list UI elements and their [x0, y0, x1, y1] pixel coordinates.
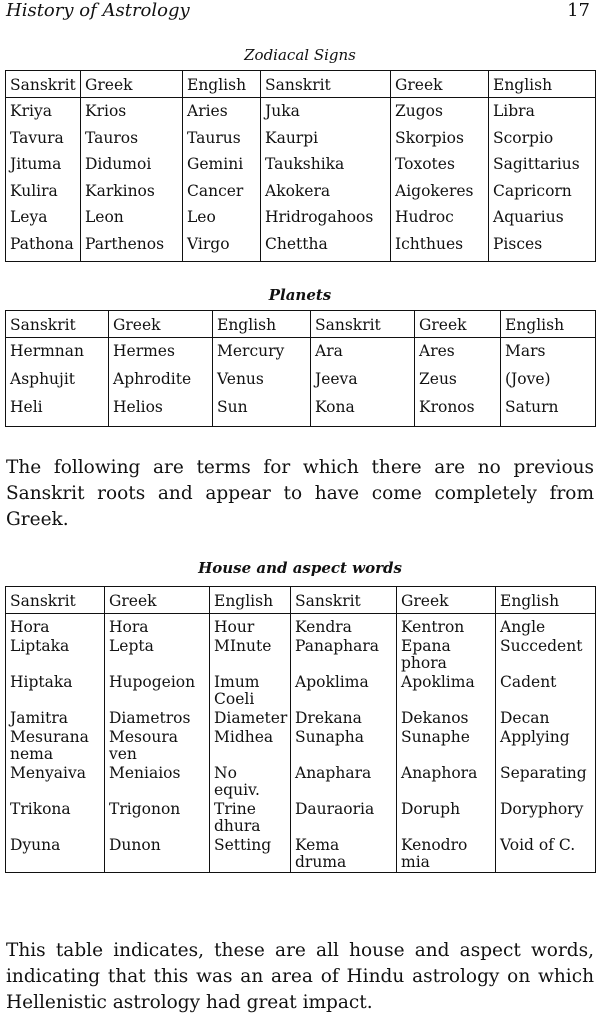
table-cell: Aquarius [489, 208, 596, 235]
table-row [6, 673, 596, 709]
table-cell: Anaphara [291, 764, 397, 800]
column-header: English [183, 71, 261, 98]
table-cell: Juka [261, 98, 391, 129]
table-cell: Aries [183, 98, 261, 129]
table-cell: Capricorn [489, 182, 596, 209]
table-cell: Pisces [489, 235, 596, 262]
column-header: Greek [415, 311, 501, 338]
table-cell: Kendra [291, 614, 397, 638]
column-header: English [210, 587, 291, 614]
table-cell: Taukshika [261, 155, 391, 182]
table-cell: Mesoura ven [105, 728, 210, 764]
table-cell: Sun [213, 398, 311, 427]
table-cell: Angle [496, 614, 596, 638]
running-title: History of Astrology [6, 0, 190, 21]
table-cell: Apoklima [397, 673, 496, 709]
table-cell: Mesurana nema [6, 728, 105, 764]
table-cell: Decan [496, 709, 596, 728]
table-cell: Parthenos [81, 235, 183, 262]
table-cell: Menyaiva [6, 764, 105, 800]
table-row [6, 98, 596, 129]
table-row [6, 836, 596, 873]
table-cell: Apoklima [291, 673, 397, 709]
column-header: English [489, 71, 596, 98]
table-cell: (Jove) [501, 370, 596, 398]
table-cell: Helios [109, 398, 213, 427]
table-cell: Kronos [415, 398, 501, 427]
table-cell: Setting [210, 836, 291, 873]
table-cell: Kona [311, 398, 415, 427]
table-cell: Zugos [391, 98, 489, 129]
table-cell: Hermnan [6, 338, 109, 371]
table-cell: Mercury [213, 338, 311, 371]
planets-caption: Planets [268, 286, 332, 304]
table-cell: Drekana [291, 709, 397, 728]
table-cell: Liptaka [6, 637, 105, 673]
table-row [6, 182, 596, 209]
table-cell: Dauraoria [291, 800, 397, 836]
table-row [6, 129, 596, 156]
table-cell: Jituma [6, 155, 81, 182]
table-row [6, 398, 596, 427]
table-cell: Taurus [183, 129, 261, 156]
table-row [6, 637, 596, 673]
planets-table [5, 310, 596, 427]
table-cell: Pathona [6, 235, 81, 262]
column-header: Greek [391, 71, 489, 98]
table-cell: Aigokeres [391, 182, 489, 209]
table-cell: MInute [210, 637, 291, 673]
table-cell: Imum Coeli [210, 673, 291, 709]
table-cell: Kaurpi [261, 129, 391, 156]
table-cell: Applying [496, 728, 596, 764]
table-cell: Jeeva [311, 370, 415, 398]
table-cell: Gemini [183, 155, 261, 182]
table-cell: Jamitra [6, 709, 105, 728]
table-row [6, 155, 596, 182]
table-cell: Ares [415, 338, 501, 371]
table-cell: Kriya [6, 98, 81, 129]
table-cell: Karkinos [81, 182, 183, 209]
column-header: Sanskrit [291, 587, 397, 614]
table-cell: Leya [6, 208, 81, 235]
table-cell: Chettha [261, 235, 391, 262]
table-cell: Hour [210, 614, 291, 638]
table-cell: Hridrogahoos [261, 208, 391, 235]
column-header: Greek [105, 587, 210, 614]
table-cell: Libra [489, 98, 596, 129]
column-header: English [501, 311, 596, 338]
table-row [6, 709, 596, 728]
table-cell: Kema druma [291, 836, 397, 873]
column-header: Sanskrit [261, 71, 391, 98]
column-header: Greek [397, 587, 496, 614]
table-cell: Leo [183, 208, 261, 235]
table-cell: Leon [81, 208, 183, 235]
table-cell: Skorpios [391, 129, 489, 156]
table-cell: Dekanos [397, 709, 496, 728]
column-header: Sanskrit [6, 311, 109, 338]
table-cell: Mars [501, 338, 596, 371]
table-cell: Asphujit [6, 370, 109, 398]
zodiac-caption: Zodiacal Signs [244, 46, 356, 64]
table-cell: Succedent [496, 637, 596, 673]
table-cell: Sunaphe [397, 728, 496, 764]
table-cell: Didumoi [81, 155, 183, 182]
table-row [6, 800, 596, 836]
table-cell: Venus [213, 370, 311, 398]
column-header: English [496, 587, 596, 614]
closing-paragraph: This table indicates, these are all house and aspect words, indicating that this was an area of Hindu astrology on which Hellenistic astrology had great impact. [6, 940, 594, 1013]
table-cell: Hora [105, 614, 210, 638]
table-cell: Heli [6, 398, 109, 427]
column-header: Sanskrit [6, 587, 105, 614]
table-cell: Kenodro mia [397, 836, 496, 873]
table-cell: Meniaios [105, 764, 210, 800]
table-cell: Ara [311, 338, 415, 371]
table-cell: Cancer [183, 182, 261, 209]
table-cell: Sunapha [291, 728, 397, 764]
table-cell: Separating [496, 764, 596, 800]
table-row [6, 338, 596, 371]
table-cell: Tavura [6, 129, 81, 156]
table-cell: Akokera [261, 182, 391, 209]
table-cell: Hiptaka [6, 673, 105, 709]
table-cell: Aphrodite [109, 370, 213, 398]
column-header: English [213, 311, 311, 338]
table-cell: Scorpio [489, 129, 596, 156]
table-cell: Krios [81, 98, 183, 129]
table-cell: Anaphora [397, 764, 496, 800]
table-cell: Dunon [105, 836, 210, 873]
table-cell: Hudroc [391, 208, 489, 235]
table-row [6, 614, 596, 638]
table-cell: Diametros [105, 709, 210, 728]
table-row [6, 728, 596, 764]
page-number: 17 [567, 0, 590, 21]
table-row [6, 208, 596, 235]
column-header: Sanskrit [311, 311, 415, 338]
table-cell: Dyuna [6, 836, 105, 873]
table-cell: Tauros [81, 129, 183, 156]
table-cell: Doruph [397, 800, 496, 836]
column-header: Sanskrit [6, 71, 81, 98]
houses-caption: House and aspect words [198, 559, 402, 577]
intro-paragraph: The following are terms for which there are no previous Sanskrit roots and appear to have come completely from Greek. [6, 457, 594, 530]
table-row [6, 235, 596, 262]
houses-table [5, 586, 596, 873]
page-header [6, 0, 590, 26]
table-cell: Doryphory [496, 800, 596, 836]
table-row [6, 370, 596, 398]
table-row [6, 764, 596, 800]
table-cell: Lepta [105, 637, 210, 673]
table-cell: Diameter [210, 709, 291, 728]
table-cell: Toxotes [391, 155, 489, 182]
table-cell: No equiv. [210, 764, 291, 800]
table-cell: Trigonon [105, 800, 210, 836]
table-cell: Kentron [397, 614, 496, 638]
table-cell: Zeus [415, 370, 501, 398]
table-cell: Trine dhura [210, 800, 291, 836]
table-cell: Kulira [6, 182, 81, 209]
table-cell: Midhea [210, 728, 291, 764]
table-cell: Trikona [6, 800, 105, 836]
table-cell: Panaphara [291, 637, 397, 673]
table-cell: Hora [6, 614, 105, 638]
table-cell: Cadent [496, 673, 596, 709]
table-cell: Epana phora [397, 637, 496, 673]
table-cell: Saturn [501, 398, 596, 427]
table-cell: Void of C. [496, 836, 596, 873]
table-cell: Sagittarius [489, 155, 596, 182]
column-header: Greek [109, 311, 213, 338]
column-header: Greek [81, 71, 183, 98]
table-cell: Virgo [183, 235, 261, 262]
table-cell: Hupogeion [105, 673, 210, 709]
zodiac-table [5, 70, 596, 262]
table-cell: Ichthues [391, 235, 489, 262]
table-cell: Hermes [109, 338, 213, 371]
